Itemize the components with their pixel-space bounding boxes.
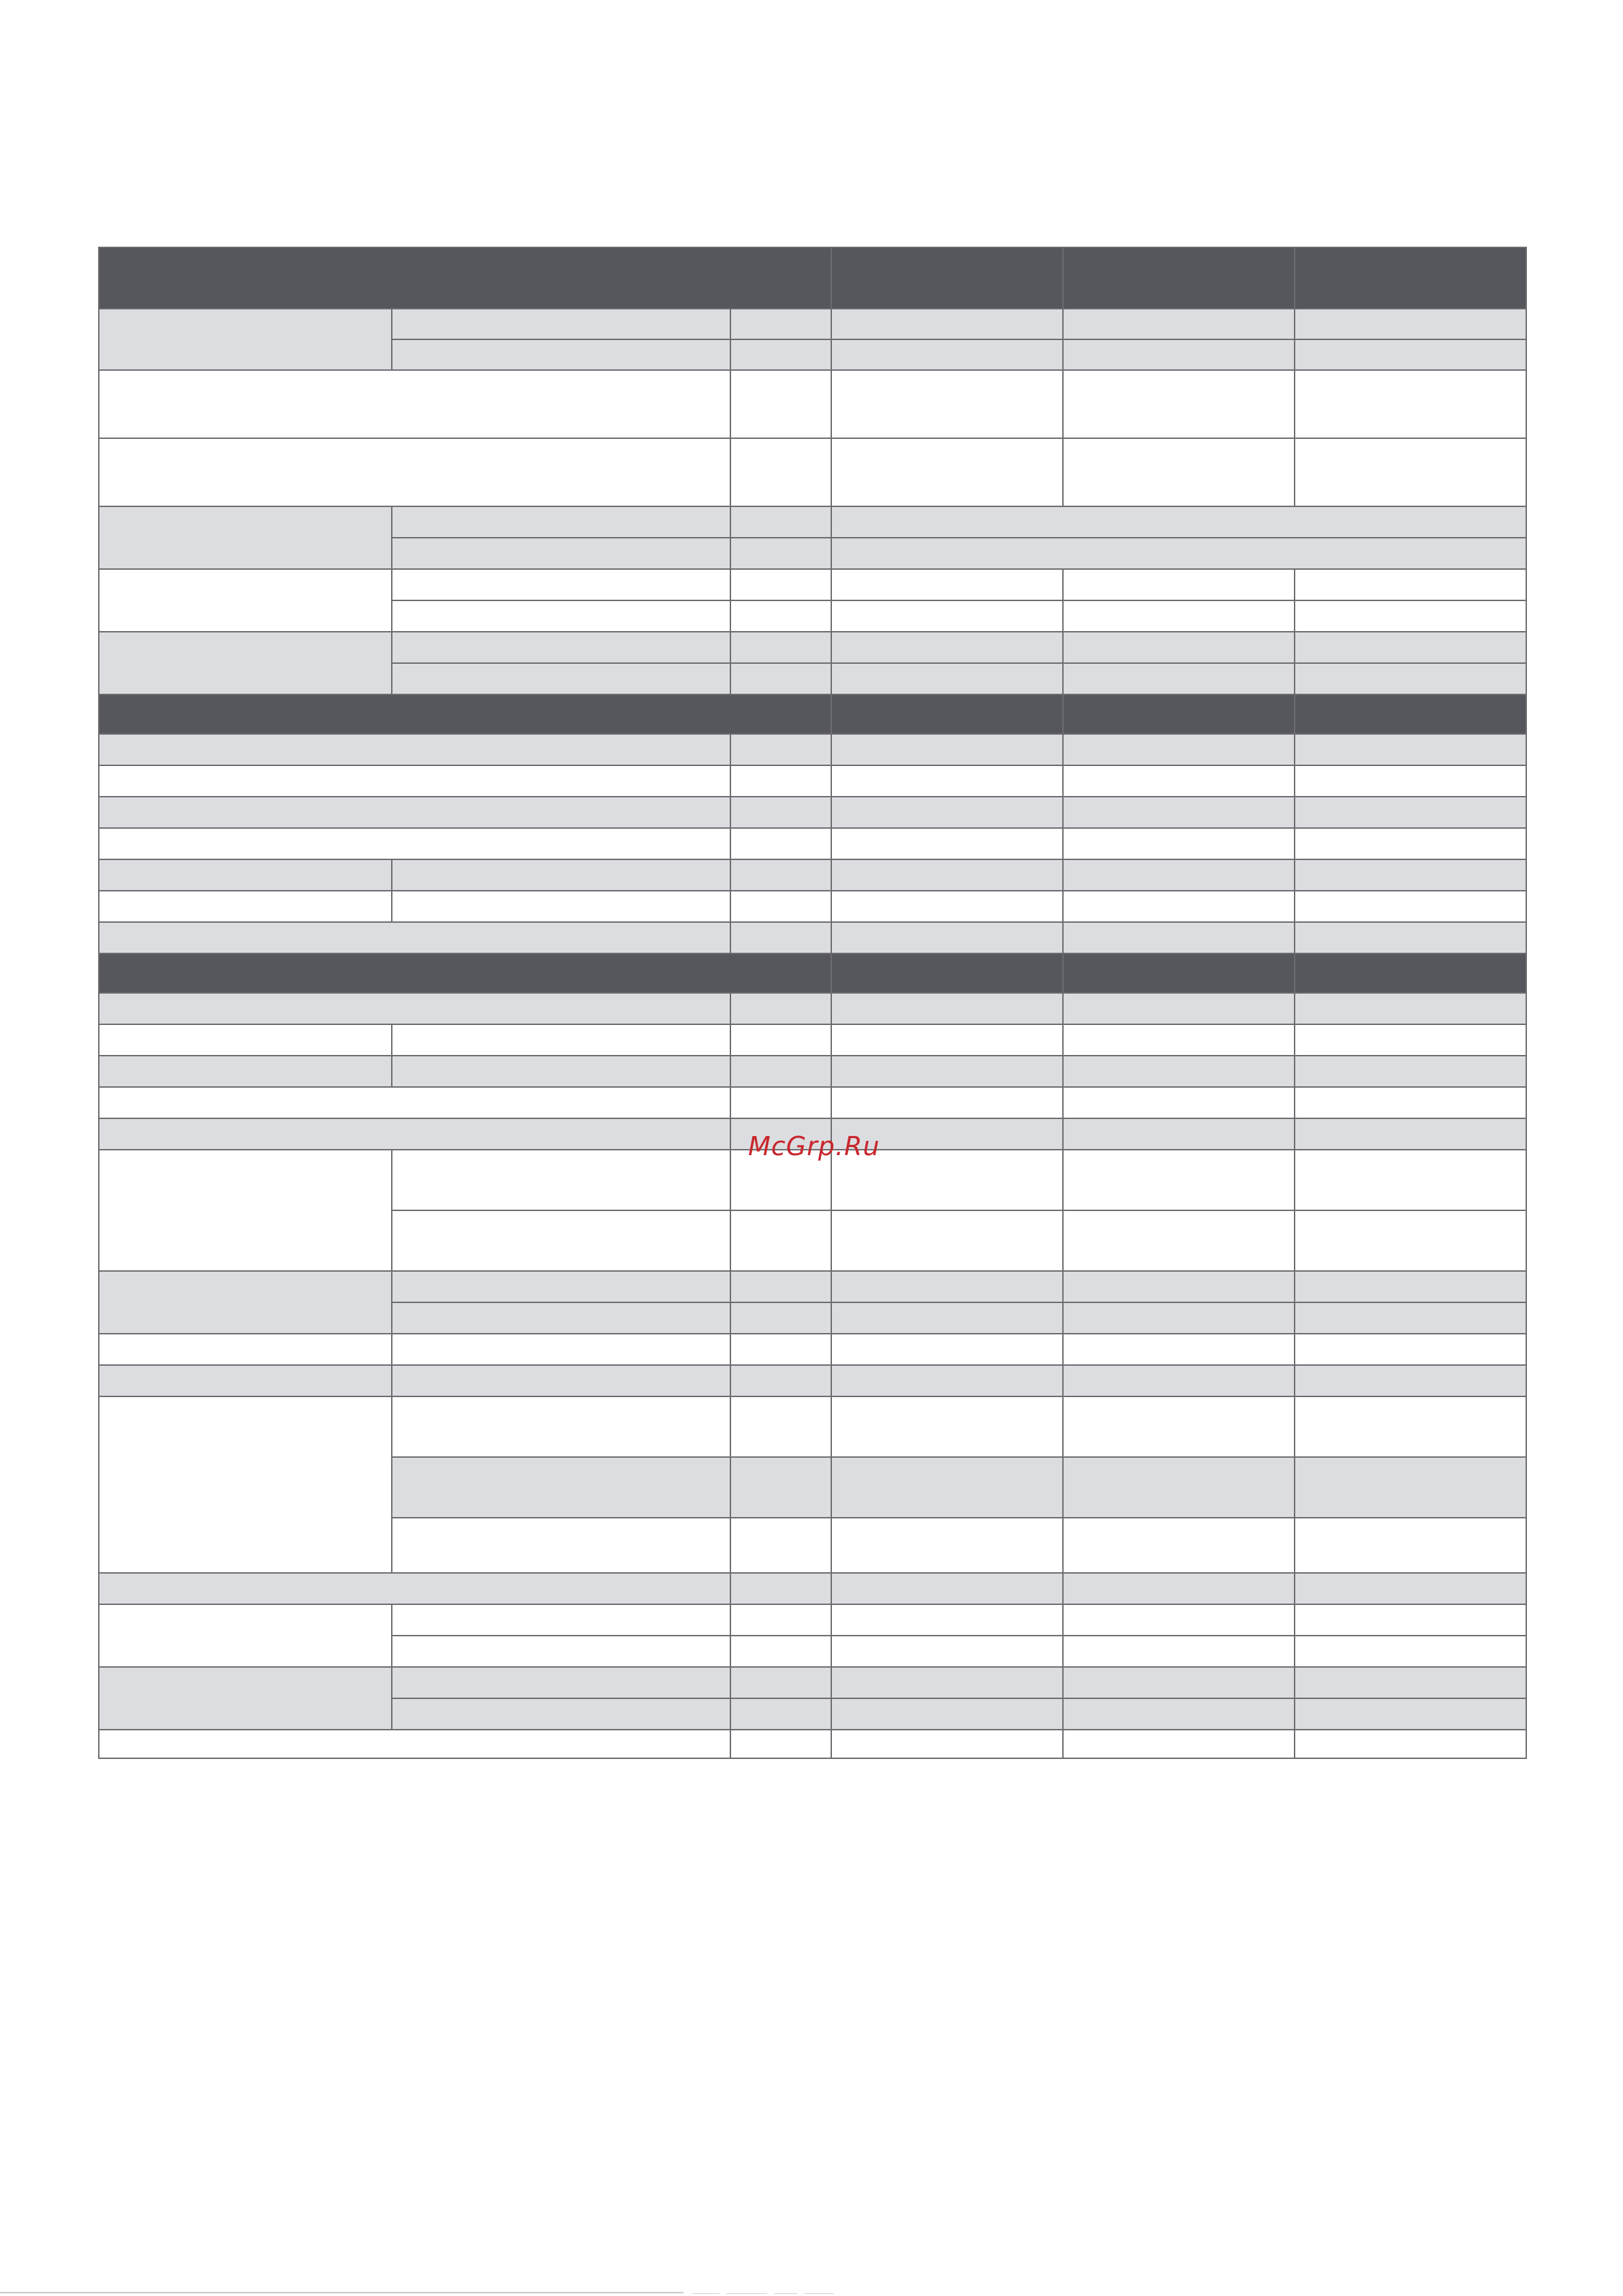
table-cell bbox=[99, 1365, 392, 1396]
table-cell bbox=[1063, 339, 1295, 370]
table-row bbox=[99, 1087, 1526, 1118]
table-cell bbox=[1295, 828, 1526, 859]
table-row bbox=[99, 632, 1526, 663]
table-row bbox=[99, 765, 1526, 797]
table-cell bbox=[99, 1056, 392, 1087]
table-cell bbox=[99, 891, 392, 922]
table-cell bbox=[730, 1604, 831, 1636]
table-cell bbox=[392, 1024, 730, 1056]
table-cell bbox=[1063, 828, 1295, 859]
table-cell bbox=[831, 600, 1063, 632]
table-cell bbox=[99, 765, 730, 797]
table-cell bbox=[392, 569, 730, 600]
table-row bbox=[99, 309, 1526, 339]
table-cell bbox=[1295, 1210, 1526, 1271]
table-cell bbox=[99, 859, 392, 891]
specification-table bbox=[98, 247, 1527, 1759]
table-cell bbox=[831, 663, 1063, 694]
table-cell bbox=[99, 1024, 392, 1056]
table-cell bbox=[831, 1334, 1063, 1365]
table-cell bbox=[831, 1024, 1063, 1056]
table-cell bbox=[99, 1604, 392, 1667]
table-cell bbox=[730, 1698, 831, 1730]
table-cell bbox=[392, 1604, 730, 1636]
table-cell bbox=[831, 1210, 1063, 1271]
table-cell bbox=[1063, 1150, 1295, 1210]
table-cell bbox=[1295, 922, 1526, 953]
table-cell bbox=[1295, 309, 1526, 339]
table-cell bbox=[99, 309, 392, 370]
table-cell bbox=[1295, 1518, 1526, 1573]
table-header-row bbox=[99, 247, 1526, 309]
table-row bbox=[99, 1604, 1526, 1636]
table-cell bbox=[1295, 438, 1526, 506]
table-cell bbox=[730, 339, 831, 370]
table-cell bbox=[730, 438, 831, 506]
table-cell bbox=[1295, 1396, 1526, 1457]
table-cell bbox=[1063, 1667, 1295, 1698]
table-cell bbox=[730, 1024, 831, 1056]
table-cell bbox=[831, 438, 1063, 506]
table-row bbox=[99, 734, 1526, 765]
table-cell bbox=[99, 569, 392, 632]
table-cell bbox=[730, 1396, 831, 1457]
table-cell bbox=[99, 828, 730, 859]
table-cell bbox=[831, 1604, 1063, 1636]
table-cell bbox=[99, 1271, 392, 1334]
table-cell bbox=[831, 1667, 1063, 1698]
table-cell bbox=[1063, 1271, 1295, 1302]
table-cell bbox=[1295, 1365, 1526, 1396]
table-cell bbox=[1063, 922, 1295, 953]
watermark-text: McGrp.Ru bbox=[748, 1131, 880, 1161]
table-cell bbox=[831, 891, 1063, 922]
header-cell bbox=[1063, 953, 1295, 993]
header-cell bbox=[831, 953, 1063, 993]
table-cell bbox=[1295, 1024, 1526, 1056]
table-cell bbox=[1295, 569, 1526, 600]
header-cell bbox=[1295, 694, 1526, 734]
table-cell bbox=[392, 1210, 730, 1271]
table-cell bbox=[392, 632, 730, 663]
table-row bbox=[99, 370, 1526, 438]
table-cell bbox=[1063, 1087, 1295, 1118]
table-cell bbox=[730, 1271, 831, 1302]
table-cell bbox=[392, 339, 730, 370]
table-row bbox=[99, 1024, 1526, 1056]
table-cell bbox=[392, 859, 730, 891]
table-cell bbox=[1063, 1636, 1295, 1667]
table-cell bbox=[831, 1698, 1063, 1730]
table-cell bbox=[1295, 1573, 1526, 1604]
table-cell bbox=[1295, 1118, 1526, 1150]
table-cell bbox=[1295, 765, 1526, 797]
table-cell bbox=[99, 632, 392, 694]
table-cell bbox=[730, 1667, 831, 1698]
table-cell bbox=[99, 506, 392, 569]
table-row bbox=[99, 1365, 1526, 1396]
table-cell bbox=[1063, 1457, 1295, 1518]
table-cell bbox=[831, 1636, 1063, 1667]
table-cell bbox=[1295, 1667, 1526, 1698]
table-cell bbox=[1295, 1087, 1526, 1118]
table-cell bbox=[99, 922, 730, 953]
footer-mark bbox=[692, 2289, 856, 2294]
table-cell bbox=[1295, 1730, 1526, 1758]
table-cell bbox=[730, 309, 831, 339]
table-cell bbox=[831, 859, 1063, 891]
table-cell bbox=[392, 1457, 730, 1518]
table-cell bbox=[1063, 1334, 1295, 1365]
table-cell bbox=[730, 1334, 831, 1365]
table-cell bbox=[831, 506, 1526, 538]
header-cell bbox=[1063, 247, 1295, 309]
table-cell bbox=[99, 1118, 730, 1150]
header-cell bbox=[99, 953, 831, 993]
table-cell bbox=[831, 993, 1063, 1024]
table-cell bbox=[1295, 1604, 1526, 1636]
table-cell bbox=[1295, 1150, 1526, 1210]
table-cell bbox=[1063, 1302, 1295, 1334]
table-cell bbox=[392, 1698, 730, 1730]
table-cell bbox=[1295, 1271, 1526, 1302]
table-cell bbox=[831, 1087, 1063, 1118]
table-cell bbox=[730, 1457, 831, 1518]
table-row bbox=[99, 859, 1526, 891]
table-cell bbox=[1295, 1698, 1526, 1730]
table-row bbox=[99, 569, 1526, 600]
table-cell bbox=[1063, 1118, 1295, 1150]
table-cell bbox=[392, 600, 730, 632]
table-cell bbox=[1295, 1636, 1526, 1667]
table-cell bbox=[99, 1334, 392, 1365]
table-cell bbox=[730, 1056, 831, 1087]
table-cell bbox=[831, 309, 1063, 339]
table-cell bbox=[1063, 1365, 1295, 1396]
table-cell bbox=[730, 1518, 831, 1573]
table-row bbox=[99, 1667, 1526, 1698]
header-cell bbox=[99, 247, 831, 309]
table-cell bbox=[99, 438, 730, 506]
table-cell bbox=[1063, 438, 1295, 506]
table-cell bbox=[730, 600, 831, 632]
table-cell bbox=[1063, 993, 1295, 1024]
table-cell bbox=[831, 1518, 1063, 1573]
table-cell bbox=[1295, 1334, 1526, 1365]
header-cell bbox=[1063, 694, 1295, 734]
table-cell bbox=[730, 1636, 831, 1667]
table-cell bbox=[831, 797, 1063, 828]
table-row bbox=[99, 1573, 1526, 1604]
table-cell bbox=[1063, 1518, 1295, 1573]
table-cell bbox=[99, 797, 730, 828]
table-cell bbox=[831, 765, 1063, 797]
table-cell bbox=[99, 1573, 730, 1604]
table-cell bbox=[1295, 339, 1526, 370]
table-cell bbox=[730, 1730, 831, 1758]
table-cell bbox=[1063, 1024, 1295, 1056]
table-cell bbox=[1063, 1604, 1295, 1636]
table-row bbox=[99, 1396, 1526, 1457]
table-cell bbox=[730, 370, 831, 438]
table-cell bbox=[1063, 370, 1295, 438]
table-cell bbox=[392, 1365, 730, 1396]
table-cell bbox=[99, 1667, 392, 1730]
table-cell bbox=[730, 538, 831, 569]
table-cell bbox=[730, 922, 831, 953]
header-cell bbox=[831, 247, 1063, 309]
table-row bbox=[99, 828, 1526, 859]
table-cell bbox=[730, 1302, 831, 1334]
table-cell bbox=[730, 859, 831, 891]
table-row bbox=[99, 438, 1526, 506]
table-cell bbox=[1063, 1698, 1295, 1730]
table-cell bbox=[1295, 734, 1526, 765]
table-cell bbox=[1063, 1210, 1295, 1271]
table-cell bbox=[730, 1087, 831, 1118]
table-section-header-row bbox=[99, 694, 1526, 734]
table-cell bbox=[99, 1730, 730, 1758]
table-cell bbox=[1295, 600, 1526, 632]
table-cell bbox=[1063, 309, 1295, 339]
table-cell bbox=[730, 891, 831, 922]
table-cell bbox=[1063, 859, 1295, 891]
table-cell bbox=[831, 632, 1063, 663]
table-cell bbox=[392, 1636, 730, 1667]
table-cell bbox=[1063, 1573, 1295, 1604]
header-cell bbox=[831, 694, 1063, 734]
table-cell bbox=[392, 1056, 730, 1087]
table-cell bbox=[99, 1396, 392, 1573]
table-cell bbox=[392, 538, 730, 569]
table-cell bbox=[1295, 632, 1526, 663]
table-row bbox=[99, 1271, 1526, 1302]
table-cell bbox=[1063, 734, 1295, 765]
table-cell bbox=[1295, 1302, 1526, 1334]
table-cell bbox=[1063, 569, 1295, 600]
table-cell bbox=[1063, 891, 1295, 922]
table-cell bbox=[730, 1573, 831, 1604]
table-cell bbox=[730, 828, 831, 859]
table-cell bbox=[831, 1730, 1063, 1758]
footer-divider bbox=[0, 2292, 683, 2293]
table-cell bbox=[1063, 632, 1295, 663]
table-cell bbox=[1063, 1396, 1295, 1457]
table-cell bbox=[730, 1210, 831, 1271]
table-cell bbox=[1295, 1457, 1526, 1518]
table-cell bbox=[1063, 663, 1295, 694]
table-cell bbox=[730, 506, 831, 538]
table-cell bbox=[1063, 1730, 1295, 1758]
table-cell bbox=[831, 569, 1063, 600]
table-cell bbox=[392, 1396, 730, 1457]
header-cell bbox=[1295, 953, 1526, 993]
table-cell bbox=[99, 1150, 392, 1271]
table-cell bbox=[831, 922, 1063, 953]
table-row bbox=[99, 891, 1526, 922]
table-cell bbox=[1295, 663, 1526, 694]
table-cell bbox=[392, 1271, 730, 1302]
table-cell bbox=[730, 797, 831, 828]
table-cell bbox=[730, 1365, 831, 1396]
table-cell bbox=[831, 1396, 1063, 1457]
table-cell bbox=[1063, 765, 1295, 797]
table-cell bbox=[831, 1365, 1063, 1396]
table-row bbox=[99, 1056, 1526, 1087]
table-cell bbox=[392, 1518, 730, 1573]
table-cell bbox=[831, 734, 1063, 765]
table-row bbox=[99, 922, 1526, 953]
table-cell bbox=[1295, 370, 1526, 438]
table-cell bbox=[99, 993, 730, 1024]
table-cell bbox=[730, 765, 831, 797]
table-cell bbox=[392, 1667, 730, 1698]
table-cell bbox=[831, 1573, 1063, 1604]
table-cell bbox=[1295, 1056, 1526, 1087]
table-row bbox=[99, 506, 1526, 538]
table-cell bbox=[730, 663, 831, 694]
table-row bbox=[99, 993, 1526, 1024]
table-cell bbox=[392, 1150, 730, 1210]
table-cell bbox=[831, 339, 1063, 370]
table-cell bbox=[99, 370, 730, 438]
table-cell bbox=[392, 1334, 730, 1365]
table-row bbox=[99, 797, 1526, 828]
table-row bbox=[99, 1730, 1526, 1758]
table-cell bbox=[1063, 600, 1295, 632]
table-cell bbox=[392, 663, 730, 694]
table-cell bbox=[730, 993, 831, 1024]
table-cell bbox=[392, 309, 730, 339]
header-cell bbox=[99, 694, 831, 734]
table-cell bbox=[730, 569, 831, 600]
table-cell bbox=[1063, 1056, 1295, 1087]
table-cell bbox=[730, 632, 831, 663]
table-cell bbox=[730, 734, 831, 765]
table-cell bbox=[831, 828, 1063, 859]
table-cell bbox=[392, 506, 730, 538]
table-cell bbox=[831, 1271, 1063, 1302]
table-cell bbox=[1295, 993, 1526, 1024]
table-cell bbox=[1295, 891, 1526, 922]
table-cell bbox=[831, 538, 1526, 569]
header-cell bbox=[1295, 247, 1526, 309]
table-cell bbox=[831, 1302, 1063, 1334]
table-section-header-row bbox=[99, 953, 1526, 993]
table-cell bbox=[99, 734, 730, 765]
table-cell bbox=[1295, 797, 1526, 828]
table-cell bbox=[392, 1302, 730, 1334]
table-cell bbox=[831, 1457, 1063, 1518]
table-cell bbox=[1063, 797, 1295, 828]
table-cell bbox=[831, 370, 1063, 438]
table-cell bbox=[831, 1056, 1063, 1087]
table-cell bbox=[99, 1087, 730, 1118]
table-row bbox=[99, 1334, 1526, 1365]
table-cell bbox=[392, 891, 730, 922]
table-cell bbox=[1295, 859, 1526, 891]
